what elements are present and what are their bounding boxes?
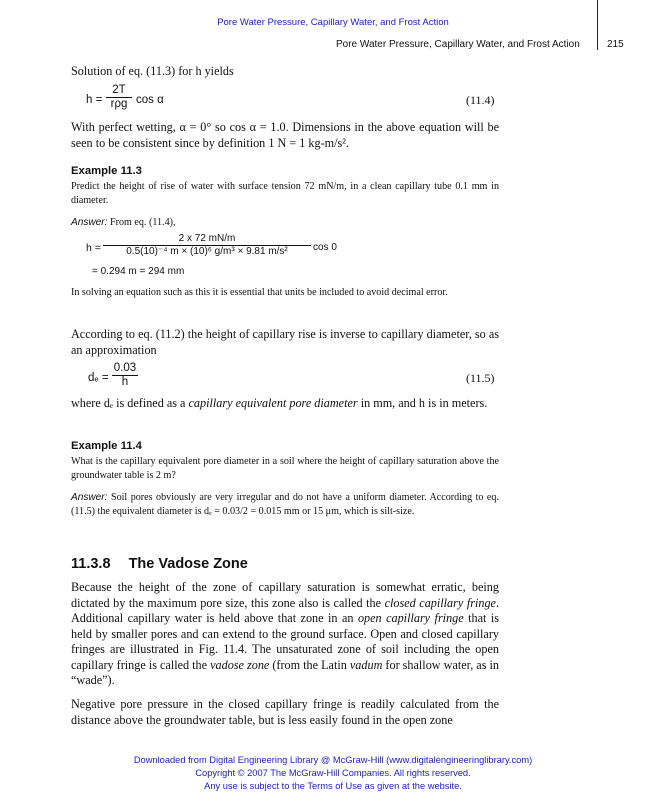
term-vadose-zone: vadose zone [210, 657, 270, 672]
calc-numerator: 2 x 72 mN/m [178, 233, 236, 244]
term-open-capillary-fringe: open capillary fringe [357, 611, 464, 625]
eq-11-4-fraction [106, 84, 132, 110]
header-divider [597, 0, 598, 50]
vadose-text-3: that is held by smaller pores and can extend to the ground surface. Open and closed capillary fringes are illustrated in Fig. 11.4. The unsaturated zone of soil including the open capillary fringe is called the [71, 611, 500, 672]
calc-fraction [103, 233, 311, 257]
footer-download-link[interactable]: Downloaded from Digital Engineering Library @ McGraw-Hill (www.digitalengineeringlibrary.com) [133, 755, 533, 765]
eq-11-4-number: (11.4) [466, 93, 495, 107]
calc-tail: cos 0 [313, 242, 337, 253]
vadose-text-4: (from the Latin [272, 657, 347, 672]
top-chapter-link[interactable]: Pore Water Pressure, Capillary Water, and Frost Action [217, 17, 449, 28]
intro-line: Solution of eq. (11.3) for h yields [71, 64, 234, 78]
section-number: 11.3.8 [71, 556, 111, 572]
vadose-paragraph [71, 580, 499, 689]
eq-11-5-number: (11.5) [466, 371, 495, 385]
example-11-3-answer [71, 216, 499, 230]
calc-denominator: 0.5(10)⁻⁴ m × (10)⁶ g/m³ × 9.81 m/s² [126, 246, 288, 257]
vadose-text-2: . Additional capillary water is held above that zone in an [71, 595, 499, 625]
section-heading [71, 556, 248, 572]
eq-11-4-numerator: 2T [112, 84, 126, 96]
where-term: capillary equivalent pore diameter [188, 396, 358, 410]
negative-pressure-paragraph: Negative pore pressure in the closed capillary fringe is readily calculated from the distance above the groundwater table, but is less easily found in the open zone [71, 697, 499, 727]
example-11-4-answer [71, 491, 499, 520]
term-vadum: vadum [349, 657, 383, 672]
example-11-4-heading: Example 11.4 [71, 440, 142, 452]
vadose-text-1: Because the height of the zone of capillary saturation is somewhat erratic, being dictated by the maximum pore size, this zone also is called the [71, 580, 499, 610]
answer-text: Soil pores obviously are very irregular and do not have a uniform diameter. According to eq. (11.5) the equivalent diameter is dₑ = 0.03/2 = 0.015 mm or 15 μm, which is silt-size. [71, 492, 499, 518]
answer-label: Answer: [71, 492, 108, 503]
footer-terms-link[interactable]: Any use is subject to the Terms of Use as given at the website. [204, 781, 462, 791]
where-paragraph [71, 396, 499, 412]
answer-label: Answer: [71, 217, 108, 228]
running-head: Pore Water Pressure, Capillary Water, and Frost Action [336, 39, 580, 50]
page-number: 215 [607, 39, 624, 50]
example-11-4-problem: What is the capillary equivalent pore diameter in a soil where the height of capillary saturation above the groundwater table is 2 m? [71, 456, 499, 482]
calc-lhs: h = [86, 242, 101, 254]
term-closed-capillary-fringe: closed capillary fringe [384, 595, 496, 610]
eq-11-4-denominator: rρg [110, 98, 128, 110]
section-title: The Vadose Zone [128, 556, 248, 572]
eq-11-5-fraction [112, 362, 138, 388]
answer-text: From eq. (11.4), [110, 217, 176, 228]
wetting-paragraph: With perfect wetting, α = 0° so cos α = 1.0. Dimensions in the above equation will be seen to be consistent since by definition 1 N = 1 kg-m/s². [71, 120, 499, 150]
eq-11-4-tail: cos α [136, 94, 164, 106]
vadose-text-5: for shallow water, as in “wade”). [71, 657, 499, 687]
eq-11-4-lhs: h = [86, 94, 103, 106]
where-text-2: in mm, and h is in meters. [360, 396, 488, 410]
eq-11-5-lhs: dₑ = [88, 372, 109, 384]
example-11-3-note: In solving an equation such as this it is essential that units be included to avoid decimal error. [71, 287, 448, 298]
capillary-paragraph: According to eq. (11.2) the height of capillary rise is inverse to capillary diameter, so as an approximation [71, 327, 499, 357]
eq-11-5-denominator: h [121, 376, 129, 388]
where-text-1: where dₑ is defined as a [71, 396, 186, 410]
example-11-3-problem: Predict the height of rise of water with surface tension 72 mN/m, in a clean capillary tube 0.1 mm in diameter. [71, 181, 499, 207]
eq-11-5-numerator: 0.03 [113, 362, 137, 374]
example-11-3-heading: Example 11.3 [71, 165, 142, 177]
footer-copyright: Copyright © 2007 The McGraw-Hill Companies. All rights reserved. [195, 768, 471, 778]
calc-result: = 0.294 m = 294 mm [92, 266, 185, 277]
